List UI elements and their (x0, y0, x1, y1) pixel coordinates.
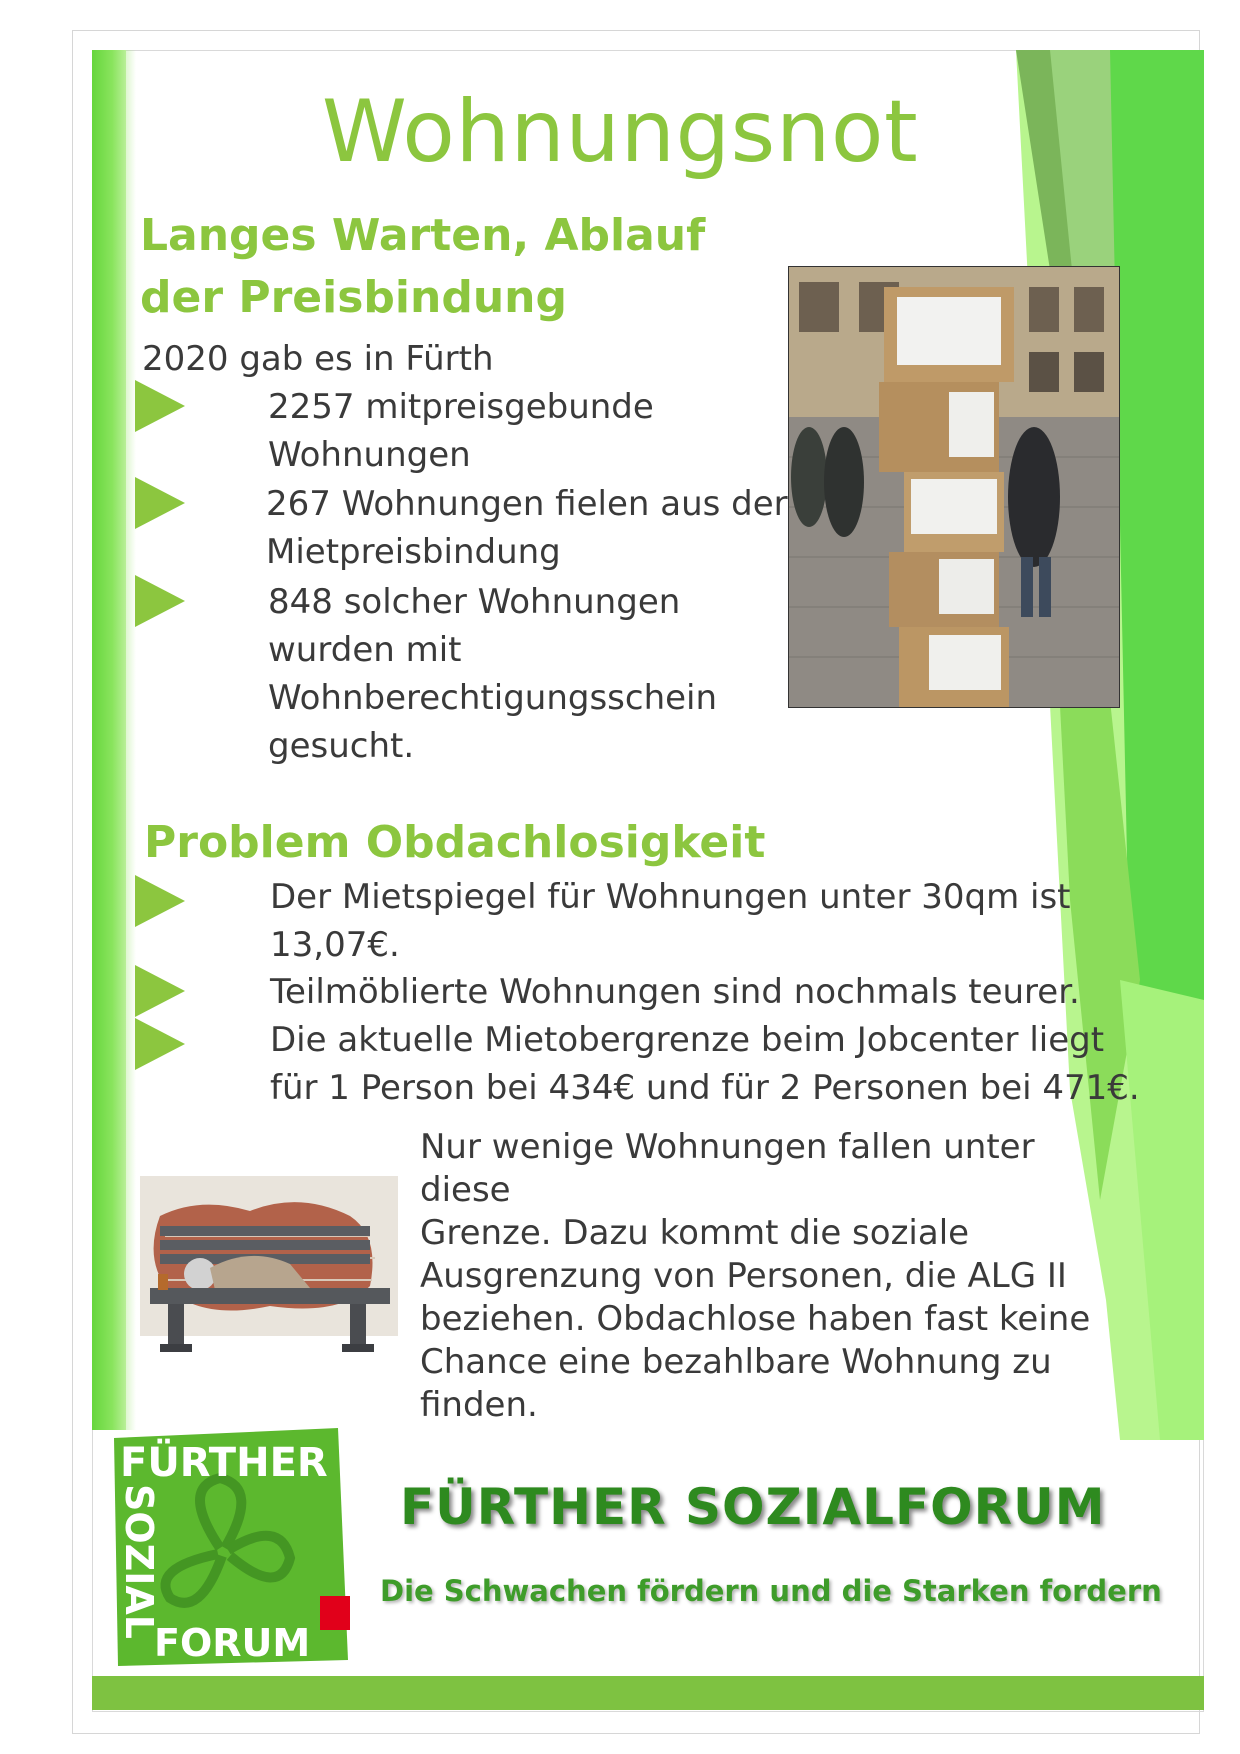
paragraph-line: Chance eine bezahlbare Wohnung zu (420, 1342, 1052, 1382)
paragraph-line: Grenze. Dazu kommt die soziale (420, 1213, 970, 1253)
bullet-line: Der Mietspiegel für Wohnungen unter 30qm ist (270, 877, 1071, 917)
bottom-green-bar (92, 1676, 1204, 1710)
bullet-arrow-icon (135, 575, 185, 627)
bullet-arrow-icon (135, 965, 185, 1017)
bullet-line: 267 Wohnungen fielen aus der (266, 484, 788, 524)
page-title: Wohnungsnot (321, 82, 919, 182)
logo-word-bottom: FORUM (154, 1621, 311, 1665)
section2-bullet-3 (270, 1016, 1140, 1112)
logo-word-top: FÜRTHER (120, 1440, 328, 1486)
bullet-arrow-icon (135, 1018, 185, 1070)
section1-bullet-3 (268, 578, 717, 770)
section1-heading-line1: Langes Warten, Ablauf (140, 210, 706, 261)
bullet-line: Die aktuelle Mietobergrenze beim Jobcenter liegt (270, 1020, 1105, 1060)
paragraph-line: Ausgrenzung von Personen, die ALG II (420, 1256, 1067, 1296)
bullet-line: für 1 Person bei 434€ und für 2 Personen bei 471€. (270, 1068, 1140, 1108)
section1-heading-line2: der Preisbindung (140, 272, 567, 323)
paragraph-line: finden. (420, 1385, 538, 1425)
bullet-arrow-icon (135, 875, 185, 927)
organization-name: FÜRTHER SOZIALFORUM (400, 1478, 1106, 1536)
bullet-line: wurden mit (268, 630, 462, 670)
sozialforum-logo (110, 1428, 350, 1668)
section1-heading (140, 205, 760, 329)
bullet-line: gesucht. (268, 726, 415, 766)
section2-bullet-2 (270, 968, 1080, 1016)
bench-illustration (140, 1176, 398, 1366)
bullet-line: Wohnungen (268, 435, 471, 475)
bullet-line: Teilmöblierte Wohnungen sind nochmals teurer. (270, 972, 1080, 1012)
paragraph-line: beziehen. Obdachlose haben fast keine (420, 1299, 1091, 1339)
section2-heading: Problem Obdachlosigkeit (144, 817, 766, 868)
street-protest-photo (788, 266, 1120, 708)
bullet-line: 13,07€. (270, 925, 400, 965)
organization-slogan: Die Schwachen fördern und die Starken fordern (380, 1574, 1162, 1608)
section2-paragraph (420, 1126, 1100, 1427)
bullet-line: 848 solcher Wohnungen (268, 582, 681, 622)
section1-bullet-1 (268, 383, 654, 479)
logo-word-side: SOZIAL (117, 1484, 161, 1639)
paragraph-line: Nur wenige Wohnungen fallen unter diese (420, 1127, 1035, 1210)
bullet-line: Wohnberechtigungsschein (268, 678, 718, 718)
section1-bullet-2 (266, 480, 788, 576)
bullet-line: 2257 mitpreisgebunde (268, 387, 654, 427)
bullet-arrow-icon (135, 477, 185, 529)
section2-bullet-1 (270, 873, 1071, 969)
bullet-arrow-icon (135, 380, 185, 432)
bullet-line: Mietpreisbindung (266, 532, 561, 572)
section1-intro: 2020 gab es in Fürth (142, 339, 494, 379)
